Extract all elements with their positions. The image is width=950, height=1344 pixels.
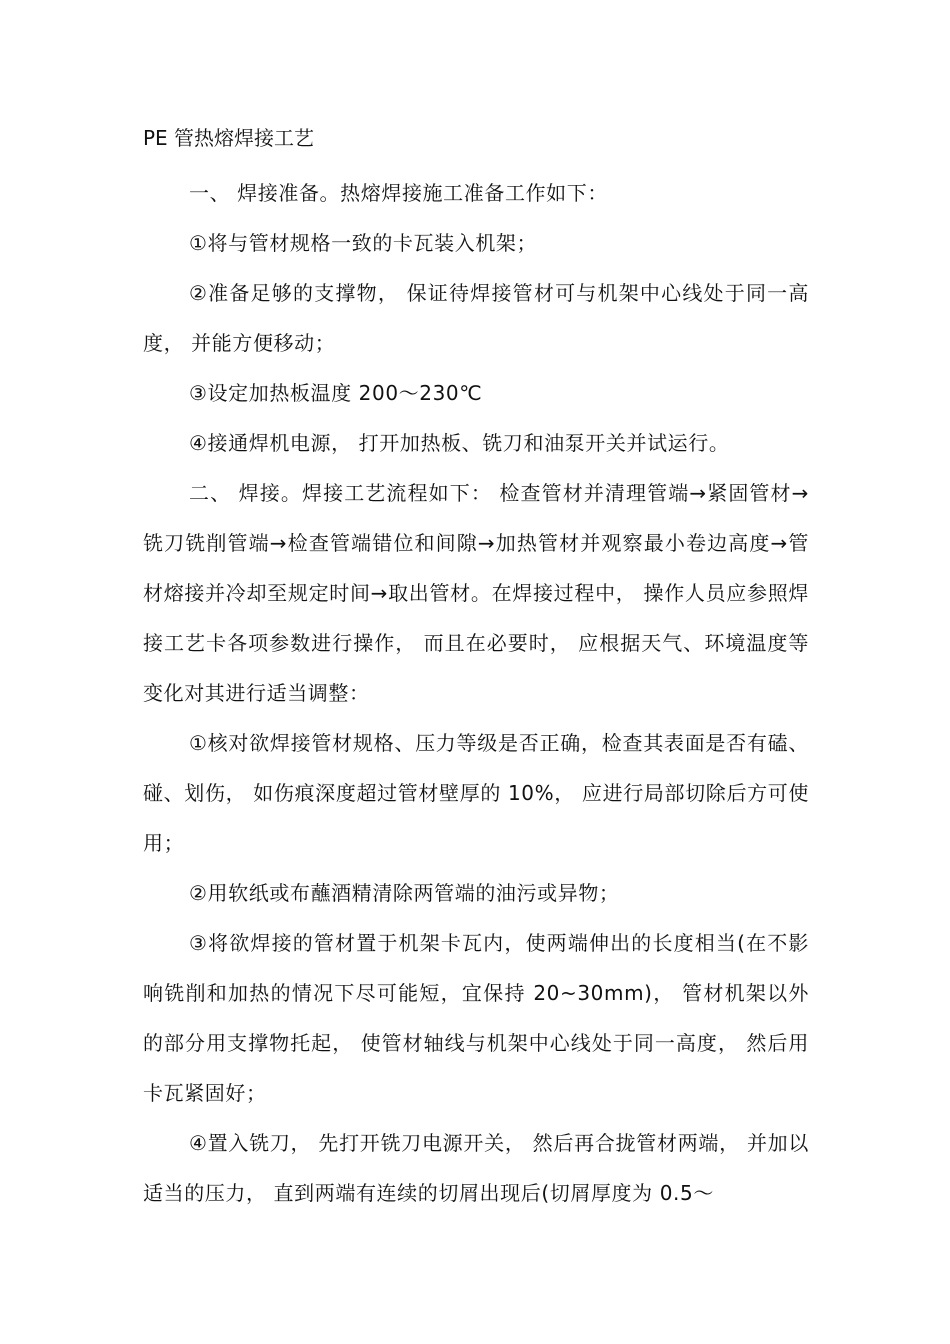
paragraph-section-2-heading: 二、 焊接。焊接工艺流程如下： 检查管材并清理管端→紧固管材→铣刀铣削管端→检查管端错位和间隙→加热管材并观察最小卷边高度→管材熔接并冷却至规定时间→取出管材。在焊接过程中， 操作人员应参照焊接工艺卡各项参数进行操作， 而且在必要时， 应根据天气、环境温度等变化对其进行适当调整：	[143, 481, 809, 705]
paragraph-weld-step-2: ②用软纸或布蘸酒精清除两管端的油污或异物；	[189, 881, 620, 905]
paragraph-prep-step-2: ②准备足够的支撑物， 保证待焊接管材可与机架中心线处于同一高度， 并能方便移动；	[143, 281, 809, 355]
paragraph-weld-step-1: ①核对欲焊接管材规格、压力等级是否正确，检查其表面是否有磕、碰、划伤， 如伤痕深度超过管材壁厚的 10%， 应进行局部切除后方可使用；	[143, 731, 809, 855]
paragraph-prep-step-4: ④接通焊机电源， 打开加热板、铣刀和油泵开关并试运行。	[189, 431, 730, 455]
paragraph-section-1-heading: 一、 焊接准备。热熔焊接施工准备工作如下：	[189, 181, 608, 205]
paragraph-weld-step-3: ③将欲焊接的管材置于机架卡瓦内，使两端伸出的长度相当(在不影响铣削和加热的情况下尽可能短，宜保持 20~30mm)， 管材机架以外的部分用支撑物托起， 使管材轴线与机架中心线处于同一高度， 然后用卡瓦紧固好；	[143, 931, 809, 1105]
document-title: PE 管热熔焊接工艺	[143, 126, 315, 150]
document-body	[143, 118, 809, 1218]
paragraph-prep-step-1: ①将与管材规格一致的卡瓦装入机架；	[189, 231, 538, 255]
paragraph-prep-step-3: ③设定加热板温度 200～230℃	[189, 381, 483, 405]
paragraph-weld-step-4: ④置入铣刀， 先打开铣刀电源开关， 然后再合拢管材两端， 并加以适当的压力， 直到两端有连续的切屑出现后(切屑厚度为 0.5～	[143, 1131, 809, 1205]
